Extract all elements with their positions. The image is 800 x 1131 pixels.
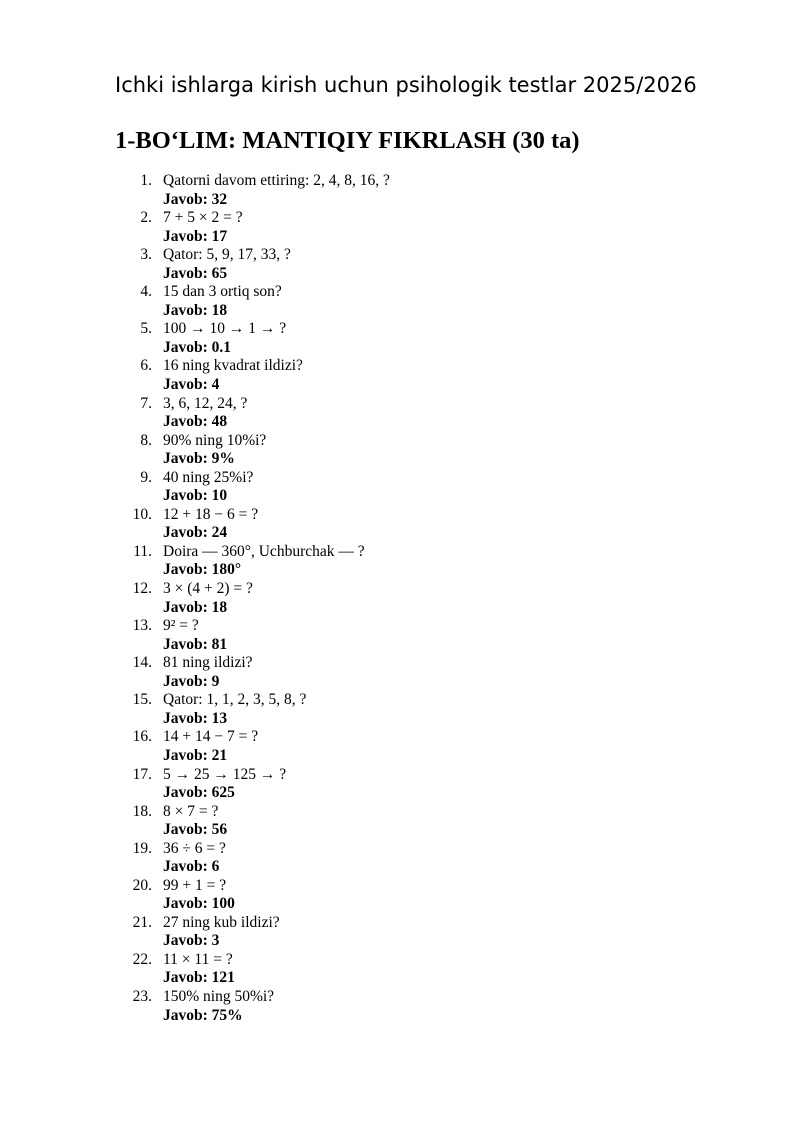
question-number: 16. [132,728,152,746]
answer-text: Javob: 9% [163,450,235,468]
answer-text: Javob: 21 [163,746,228,764]
document-title: Ichki ishlarga kirish uchun psihologik testlar 2025/2026 [115,73,697,97]
question-text: 40 ning 25%i? [163,468,254,486]
answer-text: Javob: 10 [163,487,228,505]
answer-text: Javob: 9 [163,672,220,690]
question-text: 27 ning kub ildizi? [163,913,280,931]
question-number: 12. [132,580,152,598]
answer-text: Javob: 0.1 [163,338,232,356]
question-number: 21. [132,913,152,931]
answer-text: Javob: 56 [163,821,228,839]
question-number: 13. [132,617,152,635]
question-number: 7. [140,394,152,412]
question-text: 9² = ? [163,617,199,635]
question-number: 22. [132,950,152,968]
answer-text: Javob: 13 [163,709,228,727]
question-number: 2. [140,209,152,227]
question-number: 8. [140,431,152,449]
question-text: 12 + 18 − 6 = ? [163,505,259,523]
question-number: 9. [140,468,152,486]
question-number: 23. [132,988,152,1006]
answer-text: Javob: 17 [163,227,228,245]
answer-text: Javob: 3 [163,932,220,950]
answer-text: Javob: 48 [163,413,228,431]
answer-text: Javob: 32 [163,190,228,208]
answer-text: Javob: 121 [163,969,235,987]
question-number: 5. [140,320,152,338]
question-text: 8 × 7 = ? [163,802,219,820]
question-text: Qator: 5, 9, 17, 33, ? [163,246,291,264]
question-number: 17. [132,765,152,783]
question-number: 15. [132,691,152,709]
answer-text: Javob: 81 [163,635,228,653]
question-text: 16 ning kvadrat ildizi? [163,357,303,375]
question-number: 4. [140,283,152,301]
answer-text: Javob: 6 [163,858,220,876]
question-text: 36 ÷ 6 = ? [163,839,226,857]
question-text: 7 + 5 × 2 = ? [163,209,243,227]
question-text: 150% ning 50%i? [163,988,275,1006]
question-text: Qator: 1, 1, 2, 3, 5, 8, ? [163,691,307,709]
question-text: Qatorni davom ettiring: 2, 4, 8, 16, ? [163,172,390,189]
question-text: 14 + 14 − 7 = ? [163,728,259,746]
answer-text: Javob: 100 [163,895,235,913]
question-text: 15 dan 3 ortiq son? [163,283,282,301]
answer-text: Javob: 4 [163,375,220,393]
question-text: 3 × (4 + 2) = ? [163,580,253,598]
question-text: 11 × 11 = ? [163,950,233,968]
question-text: 90% ning 10%i? [163,431,267,449]
question-number: 10. [132,505,152,523]
question-text: 5 → 25 → 125 → ? [163,765,287,783]
question-text: 3, 6, 12, 24, ? [163,394,248,412]
question-number: 11. [133,542,152,560]
answer-text: Javob: 180° [163,561,242,579]
answer-text: Javob: 65 [163,264,228,282]
question-text: Doira — 360°, Uchburchak — ? [163,542,365,560]
question-text: 100 → 10 → 1 → ? [163,320,287,338]
answer-text: Javob: 75% [163,1006,243,1024]
question-number: 6. [140,357,152,375]
section-heading: 1-BO‘LIM: MANTIQIY FIKRLASH (30 ta) [115,127,580,154]
question-number: 18. [132,802,152,820]
question-number: 14. [132,654,152,672]
answer-text: Javob: 18 [163,598,228,616]
answer-text: Javob: 625 [163,784,235,801]
question-number: 1. [140,172,152,189]
question-number: 3. [140,246,152,264]
question-number: 20. [132,876,152,894]
question-text: 99 + 1 = ? [163,876,227,894]
answer-text: Javob: 18 [163,301,228,319]
question-number: 19. [132,839,152,857]
answer-text: Javob: 24 [163,524,228,542]
question-text: 81 ning ildizi? [163,654,253,672]
